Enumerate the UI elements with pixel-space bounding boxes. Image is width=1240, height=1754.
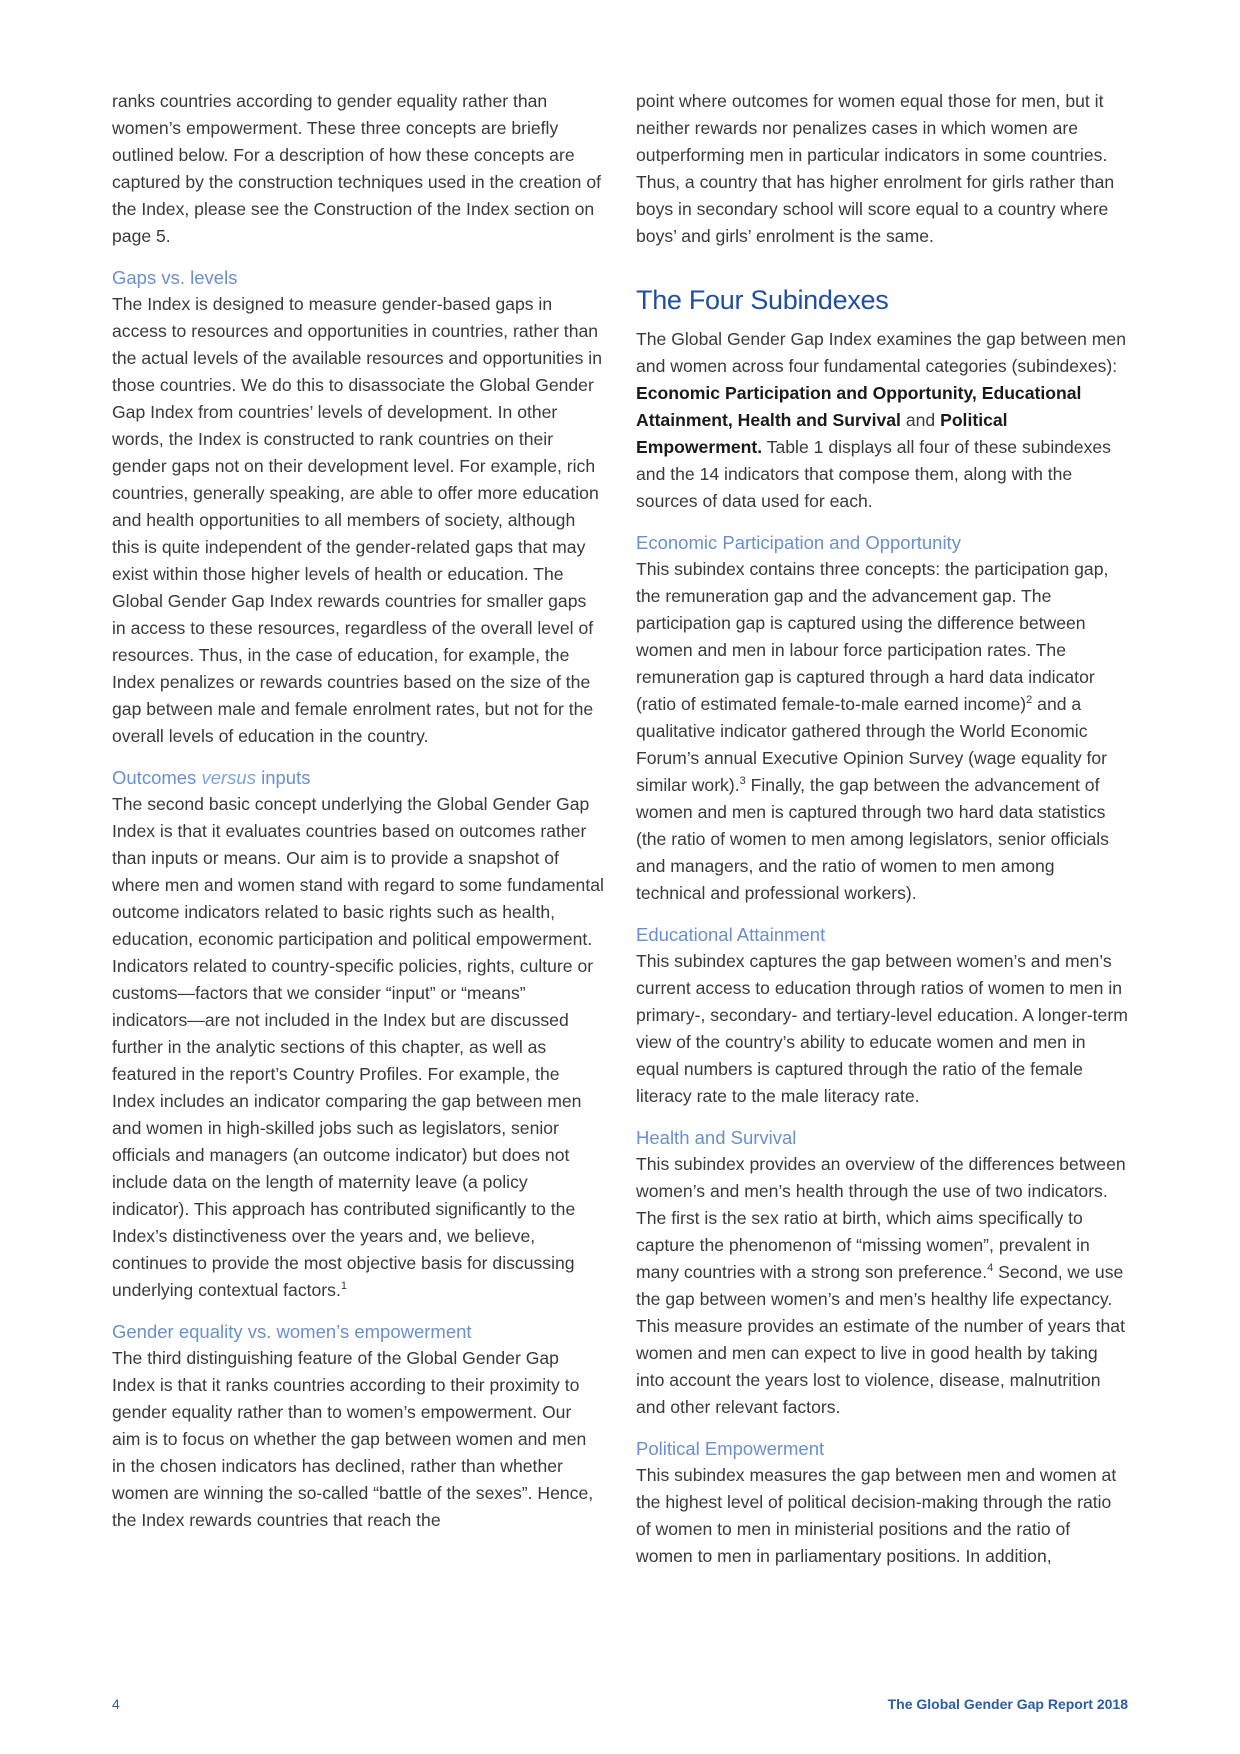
intro-paragraph: ranks countries according to gender equality rather than women’s empowerment. These three concepts are briefly outlined below. For a description of how these concepts are captured by the construction techniques used in the creation of the Index, please see the Construction of the Index section on page 5. — [112, 91, 602, 246]
health-text-2: Second, we use the gap between women’s and men’s healthy life expectancy. This measure provides an estimate of the number of years that women and men can expect to live in good health by taking into account the years lost to violence, disease, malnutrition and other relevant factors. — [636, 1262, 1125, 1417]
outcomes-text: The second basic concept underlying the Global Gender Gap Index is that it evaluates countries based on outcomes rather than inputs or means. Our aim is to provide a snapshot of where men and women stand with regard to some fundamental outcome indicators related to basic rights such as health, education, economic participation and political empowerment. Indicators related to country-specific policies, rights, culture or customs—factors that we consider “input” or “means” indicators—are not included in the Index but are discussed further in the analytic sections of this chapter, as well as featured in the report’s Country Profiles. For example, the Index includes an indicator comparing the gap between men and women in high-skilled jobs such as legislators, senior officials and managers (an outcome indicator) but does not include data on the length of maternity leave (a policy indicator). This approach has contributed significantly to the Index’s distinctiveness over the years and, we believe, continues to provide the most objective basis for discussing underlying contextual factors. — [112, 794, 604, 1300]
subindexes-text-3: Table 1 displays all four of these subindexes and the 14 indicators that compose them, along with the sources of data used for each. — [636, 437, 1111, 511]
health-text-1: This subindex provides an overview of the differences between women’s and men’s health through the use of two indicators. The first is the sex ratio at birth, which aims specifically to capture the phenomenon of “missing women”, prevalent in many countries with a strong son preference. — [636, 1154, 1126, 1282]
outcomes-heading-b: versus — [201, 767, 256, 788]
subindexes-text-2: and — [900, 410, 941, 430]
subindexes-text-1: The Global Gender Gap Index examines the gap between men and women across four fundamental categories (subindexes): — [636, 329, 1126, 376]
political-paragraph: This subindex measures the gap between men and women at the highest level of political decision-making through the ratio of women to men in ministerial positions and the ratio of women to men in parliamentary positions. In addition, — [636, 1465, 1117, 1566]
equality-paragraph: The third distinguishing feature of the Global Gender Gap Index is that it ranks countries according to their proximity to gender equality rather than to women’s empowerment. Our aim is to focus on whether the gap between women and men in the chosen indicators has declined, rather than whether women are winning the so-called “battle of the sexes”. Hence, the Index rewards countries that reach the — [112, 1348, 594, 1530]
gaps-paragraph: The Index is designed to measure gender-based gaps in access to resources and opportunities in countries, rather than the actual levels of the available resources and opportunities in those countries. We do this to disassociate the Global Gender Gap Index from countries’ levels of development. In other words, the Index is constructed to rank countries on their gender gaps not on their development level. For example, rich countries, generally speaking, are able to offer more education and health opportunities to all members of society, although this is quite independent of the gender-related gaps that may exist within those higher levels of health or education. The Global Gender Gap Index rewards countries for smaller gaps in access to these resources, regardless of the overall level of resources. Thus, in the case of education, for example, the Index penalizes or rewards countries based on the size of the gap between male and female enrolment rates, but not for the overall levels of education in the country. — [112, 294, 602, 746]
health-paragraph — [636, 1151, 1128, 1421]
continuation-paragraph: point where outcomes for women equal those for men, but it neither rewards nor penalizes cases in which women are outperforming men in particular indicators in some countries. Thus, a country that has higher enrolment for girls rather than boys in secondary school will score equal to a country where boys’ and girls’ enrolment is the same. — [636, 91, 1115, 246]
outcomes-heading-a: Outcomes — [112, 767, 202, 788]
health-heading: Health and Survival — [636, 1127, 797, 1148]
subindexes-paragraph — [636, 326, 1128, 515]
footnote-ref-1: 1 — [340, 1280, 347, 1292]
right-column — [636, 88, 1128, 1570]
econ-text-2: and a qualitative indicator gathered through the World Economic Forum’s annual Executive Opinion Survey (wage equality for similar work). — [636, 694, 1108, 795]
footnote-ref-2: 2 — [1026, 694, 1033, 706]
page-number: 4 — [112, 1696, 120, 1712]
left-column — [112, 88, 604, 1534]
edu-paragraph: This subindex captures the gap between women’s and men’s current access to education through ratios of women to men in primary-, secondary- and tertiary-level education. A longer-term view of the country’s ability to educate women and men in equal numbers is captured through the ratio of the female literacy rate to the male literacy rate. — [636, 951, 1128, 1106]
subindexes-heading: The Four Subindexes — [636, 285, 889, 315]
political-heading: Political Empowerment — [636, 1438, 825, 1459]
edu-heading: Educational Attainment — [636, 924, 826, 945]
outcomes-paragraph — [112, 791, 604, 1304]
footnote-ref-4: 4 — [987, 1262, 994, 1274]
econ-text-3: Finally, the gap between the advancement of women and men is captured through two hard data statistics (the ratio of women to men among legislators, senior officials and managers, and the ratio of women to men among technical and professional workers). — [636, 775, 1109, 903]
outcomes-heading-c: inputs — [255, 767, 311, 788]
econ-heading: Economic Participation and Opportunity — [636, 532, 961, 553]
gaps-heading: Gaps vs. levels — [112, 267, 238, 288]
footnote-ref-3: 3 — [739, 775, 746, 787]
report-title: The Global Gender Gap Report 2018 — [887, 1696, 1128, 1712]
outcomes-heading — [112, 764, 604, 791]
subindexes-bold-1: Economic Participation and Opportunity, Educational Attainment, Health and Survival — [636, 383, 1082, 430]
equality-heading: Gender equality vs. women’s empowerment — [112, 1321, 472, 1342]
econ-text-1: This subindex contains three concepts: the participation gap, the remuneration gap and the advancement gap. The participation gap is captured using the difference between women and men in labour force participation rates. The remuneration gap is captured through a hard data indicator (ratio of estimated female-to-male earned income) — [636, 559, 1109, 714]
subindexes-bold-2: Political Empowerment. — [636, 410, 1008, 457]
econ-paragraph — [636, 556, 1128, 907]
